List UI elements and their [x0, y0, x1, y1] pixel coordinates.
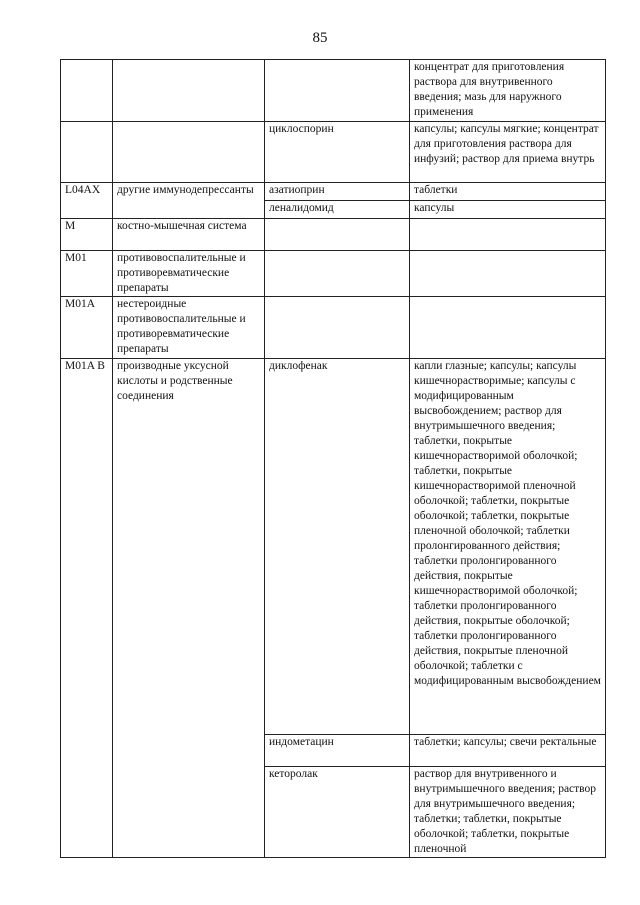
- dosage-forms-cell: [410, 219, 606, 251]
- atc-code-cell: L04AX: [61, 183, 113, 219]
- group-name-cell: костно-мышечная система: [113, 219, 265, 251]
- drug-name-cell: [265, 219, 410, 251]
- atc-code-cell: M01: [61, 251, 113, 297]
- drug-table: [60, 59, 606, 858]
- table-row: [61, 297, 606, 359]
- drug-name-cell: циклоспорин: [265, 122, 410, 183]
- page-number: 85: [312, 30, 328, 46]
- atc-code-cell: [61, 60, 113, 122]
- drug-name-cell: леналидомид: [265, 201, 410, 219]
- group-name-cell: другие иммунодепрессанты: [113, 183, 265, 219]
- drug-name-cell: [265, 297, 410, 359]
- table-row: [61, 251, 606, 297]
- atc-code-cell: [61, 122, 113, 183]
- group-name-cell: противовоспалительные и противоревматические препараты: [113, 251, 265, 297]
- group-name-cell: нестероидные противовоспалительные и противоревматические препараты: [113, 297, 265, 359]
- drug-name-cell: индометацин: [265, 735, 410, 767]
- dosage-forms-cell: капли глазные; капсулы; капсулы кишечнорастворимые; капсулы с модифицированным высвобождением; раствор для внутримышечного введения; таблетки, покрытые кишечнорастворимой оболочкой; таблетки, покрытые кишечнорастворимой пленочной оболочкой; таблетки, покрытые оболочкой; таблетки, покрытые пленочной оболочкой; таблетки пролонгированного действия; таблетки пролонгированного действия, покрытые кишечнорастворимой оболочкой; таблетки пролонгированного действия, покрытые оболочкой; таблетки пролонгированного действия, покрытые пленочной оболочкой; таблетки с модифицированным высвобождением: [410, 359, 606, 735]
- drug-name-cell: азатиоприн: [265, 183, 410, 201]
- group-name-cell: [113, 60, 265, 122]
- dosage-forms-cell: [410, 251, 606, 297]
- dosage-forms-cell: [410, 297, 606, 359]
- table-row: [61, 122, 606, 183]
- dosage-forms-cell: капсулы: [410, 201, 606, 219]
- table-row: [61, 60, 606, 122]
- atc-code-cell: M01A B: [61, 359, 113, 858]
- drug-name-cell: [265, 60, 410, 122]
- table-row: [61, 219, 606, 251]
- dosage-forms-cell: таблетки: [410, 183, 606, 201]
- atc-code-cell: M: [61, 219, 113, 251]
- dosage-forms-cell: капсулы; капсулы мягкие; концентрат для приготовления раствора для инфузий; раствор для приема внутрь: [410, 122, 606, 183]
- table-row: [61, 359, 606, 735]
- dosage-forms-cell: таблетки; капсулы; свечи ректальные: [410, 735, 606, 767]
- drug-name-cell: [265, 251, 410, 297]
- drug-name-cell: кеторолак: [265, 767, 410, 858]
- drug-name-cell: диклофенак: [265, 359, 410, 735]
- atc-code-cell: M01A: [61, 297, 113, 359]
- group-name-cell: производные уксусной кислоты и родственные соединения: [113, 359, 265, 858]
- group-name-cell: [113, 122, 265, 183]
- dosage-forms-cell: концентрат для приготовления раствора для внутривенного введения; мазь для наружного применения: [410, 60, 606, 122]
- table-row: [61, 183, 606, 201]
- dosage-forms-cell: раствор для внутривенного и внутримышечного введения; раствор для внутримышечного введения; таблетки; таблетки, покрытые оболочкой; таблетки, покрытые пленочной: [410, 767, 606, 858]
